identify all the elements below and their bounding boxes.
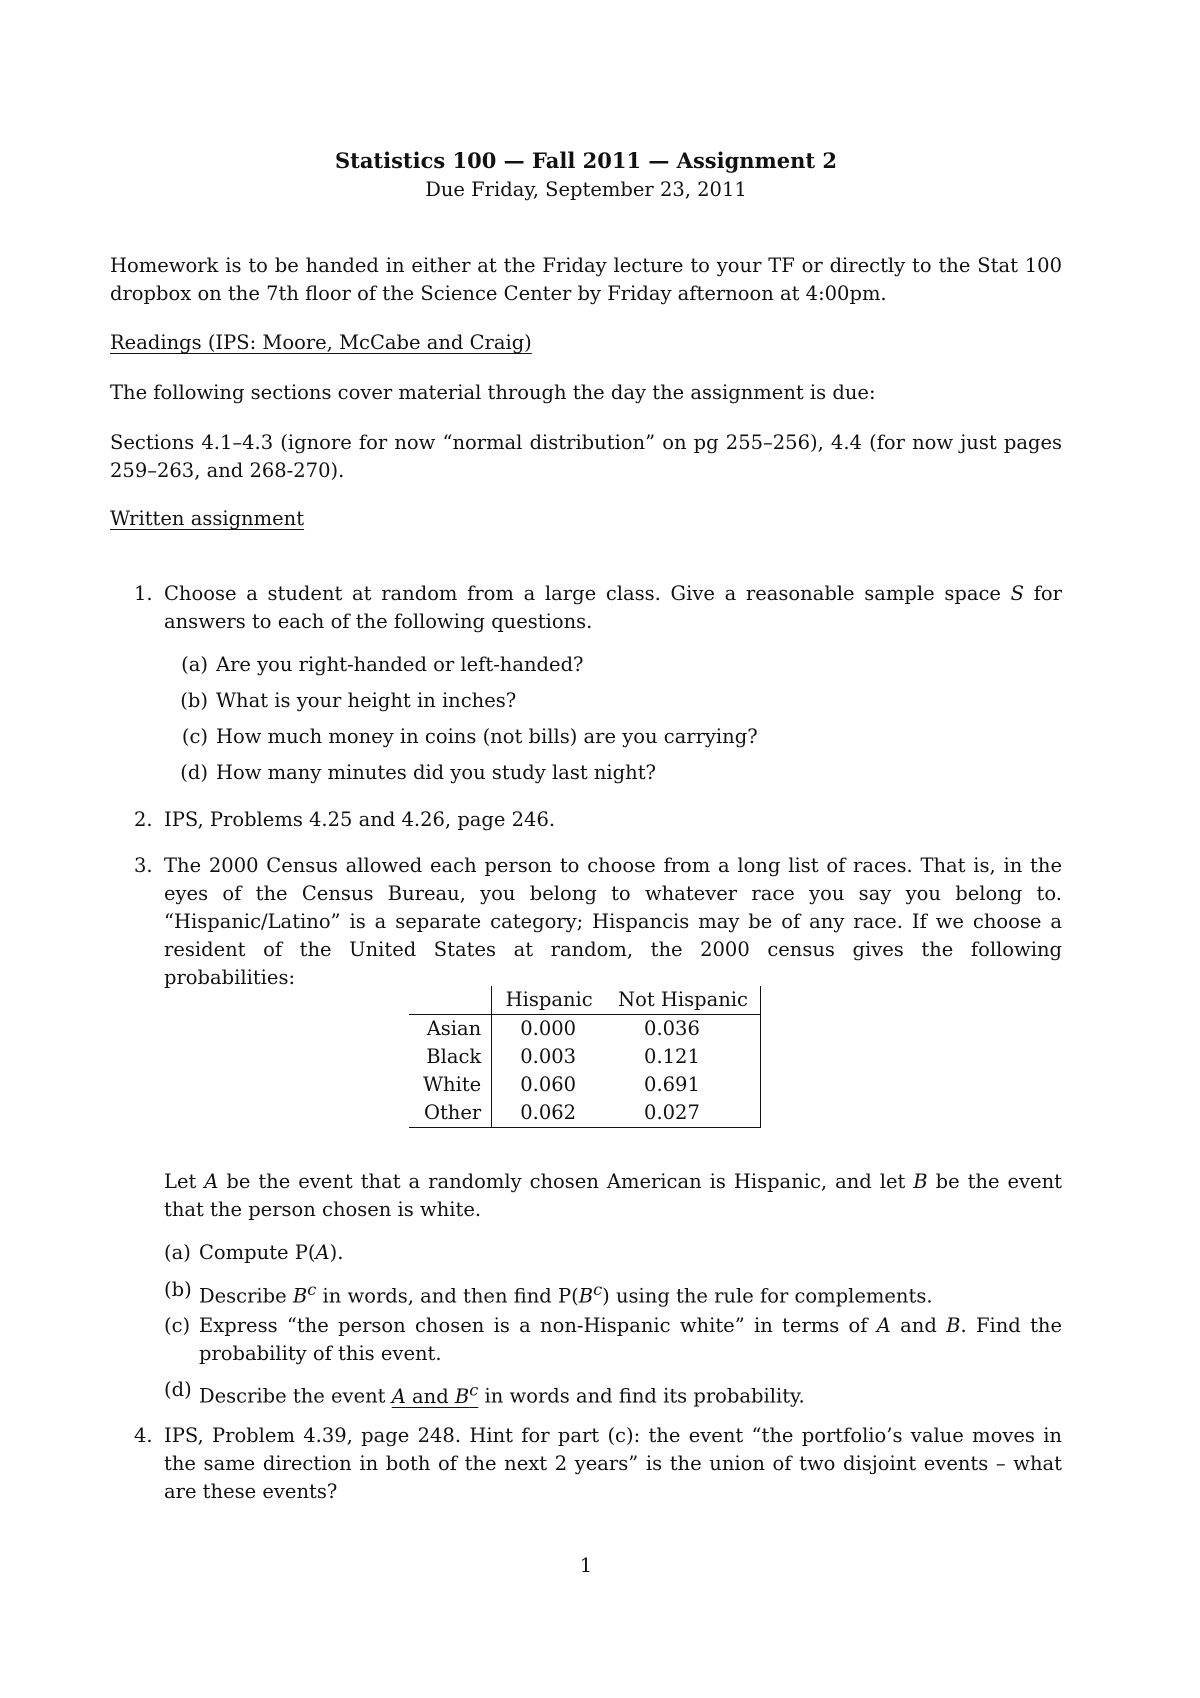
intro-paragraph: Homework is to be handed in either at the Friday lecture to your TF or directly to the Stat 100 dropbox on the 7th floor of the Science Center by Friday afternoon at 4:00pm. — [110, 254, 1062, 305]
problem-text: Choose a student at random from a large class. Give a reasonable sample space S for answers to each of the following questions. — [164, 582, 1062, 633]
problem-2 — [110, 806, 1062, 834]
row-label: Other — [409, 1099, 492, 1128]
problem-text: The 2000 Census allowed each person to choose from a long list of races. That is, in the eyes of the Census Bureau, you belong to whatever race you say you belong to. “Hispanic/Latino” is a separate category; Hispancis may be of any race. If we choose a resident of the United States at random, the 2000 census gives the following probabilities: — [164, 854, 1062, 989]
census-table — [409, 986, 761, 1128]
written-heading: Written assignment — [110, 507, 305, 530]
row-label: Asian — [409, 1015, 492, 1044]
problem-number: 1. — [134, 582, 153, 605]
problem-text: IPS, Problem 4.39, page 248. Hint for part (c): the event “the portfolio’s value moves in the same direction in both of the next 2 years” is the union of two disjoint events – what are these events? — [164, 1424, 1062, 1503]
table-cell: 0.027 — [606, 1099, 760, 1128]
row-label: Black — [409, 1043, 492, 1071]
table-cell: 0.062 — [492, 1099, 606, 1128]
readings-text: The following sections cover material through the day the assignment is due: — [110, 381, 876, 404]
problem-text: IPS, Problems 4.25 and 4.26, page 246. — [164, 808, 556, 831]
table-corner — [409, 986, 492, 1015]
problem-3-part-b: (b) Describe $B^c$ in words, and then find $P(B^c)$ using the rule for complements. — [164, 1278, 933, 1308]
due-date: Due Friday, September 23, 2011 — [425, 178, 747, 201]
problem-1-part-b: (b) What is your height in inches? — [180, 689, 517, 712]
readings-sections: Sections 4.1–4.3 (ignore for now “normal distribution” on pg 255–256), 4.4 (for now just pages 259–263, and 268-270). — [110, 431, 1062, 482]
table-header-row — [409, 986, 760, 1015]
problem-3-part-c: (c) Express “the person chosen is a non-Hispanic white” in terms of A and B. Find the probability of this event. — [164, 1314, 1062, 1365]
problem-1-part-a: (a) Are you right-handed or left-handed? — [181, 653, 584, 676]
table-cell: 0.060 — [520, 1073, 577, 1096]
problem-number: 4. — [134, 1424, 153, 1447]
problem-number: 3. — [134, 854, 153, 877]
problem-1-part-c: (c) How much money in coins (not bills) are you carrying? — [181, 725, 758, 748]
problem-1 — [110, 580, 1062, 636]
table-cell: 0.000 — [520, 1017, 577, 1040]
table-cell: 0.036 — [606, 1015, 760, 1044]
column-header: Not Hispanic — [606, 986, 760, 1015]
table-row — [409, 1015, 760, 1044]
readings-heading: Readings (IPS: Moore, McCabe and Craig) — [110, 331, 532, 354]
problem-3 — [110, 852, 1062, 992]
table-row — [409, 1071, 760, 1099]
problem-number: 2. — [134, 808, 153, 831]
row-label: White — [409, 1071, 492, 1099]
column-header: Hispanic — [492, 986, 606, 1015]
table-cell: 0.691 — [606, 1071, 760, 1099]
table-cell: 0.121 — [606, 1043, 760, 1071]
problem-1-part-d: (d) How many minutes did you study last night? — [180, 761, 656, 784]
problem-3-part-a: (a) Compute P(A). — [164, 1241, 344, 1264]
problem-3-let: Let A be the event that a randomly chosen American is Hispanic, and let B be the event that the person chosen is white. — [164, 1170, 1062, 1221]
page-number: 1 — [579, 1554, 593, 1577]
table-row — [409, 1099, 760, 1128]
problem-3-part-d: (d) Describe the event A and $B^c$ in words and find its probability. — [164, 1378, 805, 1408]
problem-4 — [110, 1422, 1062, 1506]
page-title: Statistics 100 — Fall 2011 — Assignment 2 — [334, 148, 838, 173]
table-cell: 0.003 — [520, 1045, 577, 1068]
table-row — [409, 1043, 760, 1071]
